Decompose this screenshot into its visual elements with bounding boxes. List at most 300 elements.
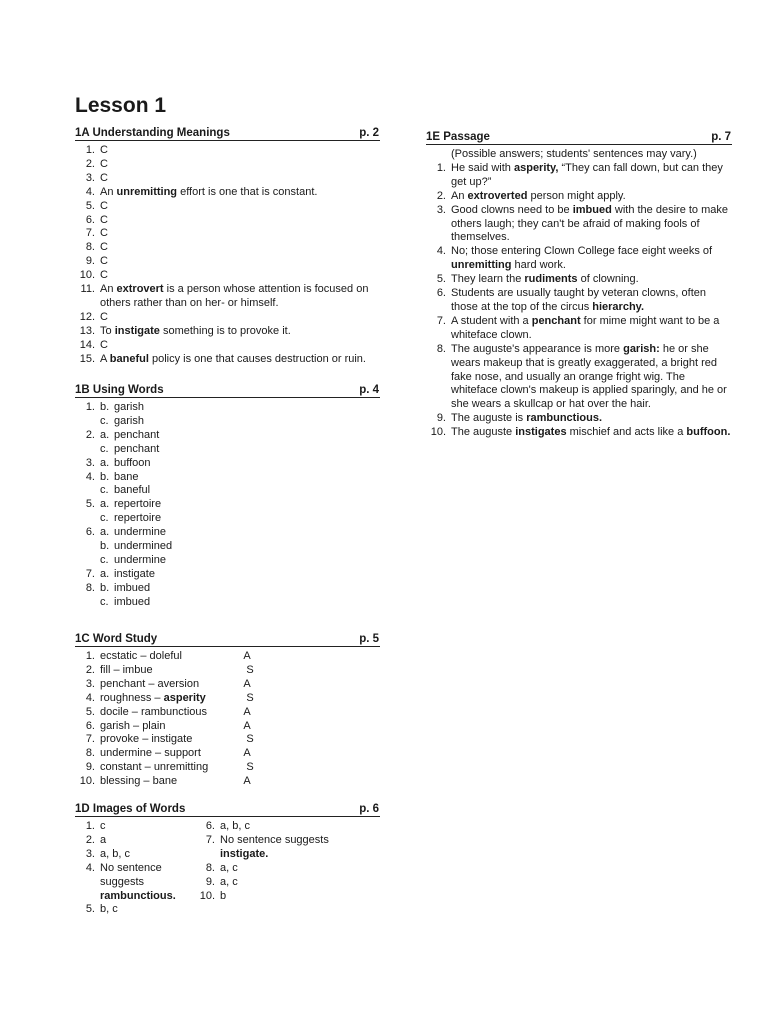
answer-word: instigates [515, 426, 567, 439]
item-number: 13. [79, 324, 95, 337]
list-item [75, 158, 380, 172]
item-number [195, 848, 220, 862]
section-1a-title: 1A Understanding Meanings [75, 127, 230, 139]
item-number: 6. [85, 526, 95, 539]
word-pair [100, 775, 236, 789]
item-number [75, 415, 100, 429]
answer-text: C [100, 171, 108, 184]
answer-text: b [220, 889, 227, 902]
item-number: 5. [85, 199, 95, 212]
answer-text: is a person whose attention is focused on others rather than on her- or himself. [100, 283, 369, 309]
answer-word: asperity [163, 691, 206, 704]
section-1c-list [75, 650, 380, 789]
answer-word: buffoon. [686, 426, 731, 439]
answer-text: A student with a [451, 314, 532, 327]
list-item [75, 820, 195, 834]
item-number: 7. [85, 227, 95, 240]
section-1e [426, 131, 732, 440]
item-answer [100, 457, 380, 471]
item-number [75, 443, 100, 457]
list-item [195, 820, 375, 834]
answer-word: rambunctious. [100, 889, 176, 902]
item-number: 4. [85, 691, 95, 704]
item-number: 14. [79, 338, 95, 351]
answer-word: rambunctious. [526, 412, 603, 425]
item-number: 15. [79, 352, 95, 365]
item-answer [100, 512, 380, 526]
answer-text: ecstatic – doleful [100, 650, 182, 662]
item-word: garish [114, 401, 144, 413]
item-word: imbued [114, 581, 151, 594]
answer-text: Students are usually taught by veteran clowns, often those at the top of the circus [451, 287, 706, 313]
section-1b-title: 1B Using Words [75, 384, 164, 396]
answer-word: unremitting [116, 185, 178, 198]
item-answer [100, 820, 195, 834]
section-1d-page: p. 6 [359, 803, 379, 815]
list-item [75, 582, 380, 596]
answer-text: The auguste [451, 426, 516, 439]
list-item [75, 775, 380, 789]
answer-text: garish – plain [100, 719, 166, 732]
answer-text: of clowning. [577, 273, 639, 286]
word-pair [100, 692, 236, 706]
item-number: 3. [85, 171, 95, 184]
answer-text: mischief and acts like a [566, 426, 687, 439]
section-1a-list [75, 144, 380, 367]
list-item [195, 876, 375, 890]
list-item [75, 692, 380, 706]
list-item [75, 269, 380, 283]
item-number: 9. [85, 255, 95, 268]
lesson-title: Lesson 1 [75, 94, 167, 117]
list-item [195, 848, 375, 862]
item-answer [100, 255, 380, 269]
list-item [75, 339, 380, 353]
list-item [75, 283, 380, 311]
item-letter: a. [100, 428, 110, 441]
list-item [75, 834, 195, 848]
section-1c [75, 633, 380, 789]
answer-text: “They can fall down, but can they get up?” [451, 161, 723, 188]
list-item [75, 227, 380, 241]
item-answer [220, 862, 375, 876]
list-item [75, 429, 380, 443]
item-answer [100, 876, 195, 890]
item-number: 5. [436, 273, 446, 286]
item-number: 8. [85, 241, 95, 254]
item-answer [100, 582, 380, 596]
item-answer [451, 204, 732, 246]
word-pair [100, 664, 236, 678]
list-item [75, 172, 380, 186]
item-number: 10. [79, 269, 95, 282]
word-pair [100, 650, 236, 664]
answer-text: docile – rambunctious [100, 705, 208, 718]
answer-text: provoke – instigate [100, 733, 193, 746]
list-item [75, 903, 195, 917]
item-number [75, 876, 100, 890]
item-answer [100, 214, 380, 228]
item-number: 5. [85, 498, 95, 511]
list-item [75, 325, 380, 339]
item-letter: b. [100, 540, 110, 553]
list-item [75, 512, 380, 526]
word-pair [100, 720, 236, 734]
item-number: 1. [436, 161, 446, 174]
section-1e-header [426, 131, 732, 145]
answer-text: C [100, 144, 108, 156]
item-answer [100, 415, 380, 429]
list-item [75, 876, 195, 890]
list-item [426, 245, 732, 273]
item-number: 6. [205, 820, 215, 832]
item-number: 7. [205, 833, 215, 846]
answer-word: extrovert [116, 283, 164, 296]
relation-code: A [243, 677, 251, 690]
answer-text: He said with [451, 161, 514, 174]
answer-word: instigate [114, 324, 160, 337]
list-item [75, 200, 380, 214]
answer-text: policy is one that causes destruction or ruin. [148, 352, 366, 365]
list-item [75, 255, 380, 269]
item-answer [451, 245, 732, 273]
list-item [75, 311, 380, 325]
item-number: 1. [85, 820, 95, 832]
list-item [75, 554, 380, 568]
item-answer [451, 190, 732, 204]
list-item [426, 426, 732, 440]
list-item [75, 890, 195, 904]
item-answer [100, 144, 380, 158]
section-1d-column-right [195, 820, 375, 917]
answer-text: person might apply. [527, 189, 626, 202]
item-answer [100, 903, 195, 917]
answer-word: extroverted [467, 189, 528, 202]
item-number [75, 596, 100, 610]
relation-code: A [243, 775, 251, 788]
answer-text: b, c [100, 903, 118, 916]
relation-code: A [243, 719, 251, 732]
item-word: penchant [114, 428, 160, 441]
section-1b-page: p. 4 [359, 384, 379, 396]
item-number [75, 890, 100, 904]
item-answer [451, 426, 732, 440]
answer-text: hard work. [511, 259, 566, 272]
item-letter: b. [100, 581, 110, 594]
list-item [75, 568, 380, 582]
answer-word: rudiments [524, 273, 578, 286]
answer-text: a, c [220, 861, 238, 874]
item-number: 4. [85, 861, 95, 874]
item-number: 4. [436, 245, 446, 258]
answer-text: a [100, 833, 107, 846]
list-item [426, 273, 732, 287]
item-number: 3. [85, 456, 95, 469]
answer-text: An [451, 189, 468, 202]
item-number: 7. [436, 314, 446, 327]
item-letter: c. [100, 414, 109, 427]
list-item [75, 862, 195, 876]
list-item [75, 443, 380, 457]
item-number: 7. [85, 567, 95, 580]
item-answer [100, 484, 380, 498]
item-number: 8. [205, 861, 215, 874]
answer-text: Good clowns need to be [451, 203, 573, 216]
section-1e-list [426, 162, 732, 440]
item-letter: c. [100, 553, 109, 566]
item-number: 8. [436, 342, 446, 355]
answer-word: instigate. [220, 847, 269, 860]
item-answer [451, 315, 732, 343]
item-word: undermine [114, 553, 166, 566]
item-answer [100, 200, 380, 214]
list-item [75, 498, 380, 512]
item-answer [100, 339, 380, 353]
item-answer [100, 471, 380, 485]
relation-code: A [243, 747, 251, 760]
list-item [75, 596, 380, 610]
item-answer [220, 820, 375, 834]
list-item [75, 664, 380, 678]
list-item [426, 190, 732, 204]
list-item [75, 471, 380, 485]
item-letter: a. [100, 526, 110, 539]
answer-word: imbued [572, 203, 612, 216]
item-number: 8. [85, 747, 95, 760]
answer-text: blessing – bane [100, 775, 178, 788]
list-item [75, 706, 380, 720]
list-item [75, 241, 380, 255]
answer-text: effort is one that is constant. [177, 185, 318, 198]
item-answer [100, 526, 380, 540]
answer-word: baneful [109, 352, 149, 365]
answer-word: asperity, [513, 161, 559, 174]
section-1e-page: p. 7 [711, 131, 731, 143]
answer-text: The auguste is [451, 412, 527, 425]
relation-code: A [243, 705, 251, 718]
answer-text: C [100, 227, 108, 240]
list-item [75, 761, 380, 775]
list-item [75, 720, 380, 734]
item-answer [100, 172, 380, 186]
item-word: instigate [114, 567, 155, 580]
list-item [75, 733, 380, 747]
item-word: baneful [114, 484, 151, 497]
answer-text: fill – imbue [100, 663, 153, 676]
item-number: 1. [85, 650, 95, 662]
answer-text: C [100, 157, 108, 170]
section-1b-list [75, 401, 380, 610]
section-1b [75, 384, 380, 610]
answer-text: c [100, 820, 106, 832]
list-item [75, 484, 380, 498]
list-item [426, 412, 732, 426]
item-number: 2. [85, 663, 95, 676]
item-word: undermined [114, 540, 173, 553]
answer-text: roughness – [100, 691, 164, 704]
answer-word: penchant [531, 314, 581, 327]
section-1d-column-left [75, 820, 195, 917]
answer-text: C [100, 255, 108, 268]
item-word: imbued [114, 595, 151, 608]
item-number: 10. [199, 889, 215, 902]
word-pair [100, 733, 236, 747]
list-item [75, 353, 380, 367]
list-item [75, 848, 195, 862]
item-word: garish [114, 414, 144, 427]
item-letter: a. [100, 456, 110, 469]
item-answer [220, 834, 375, 848]
word-pair [100, 747, 236, 761]
list-item [75, 186, 380, 200]
answer-text: undermine – support [100, 747, 201, 760]
item-letter: c. [100, 442, 109, 455]
relation-code: S [246, 663, 254, 676]
answer-text: C [100, 310, 108, 323]
answer-text: C [100, 338, 108, 351]
word-pair [100, 678, 236, 692]
answer-text: something is to provoke it. [159, 324, 291, 337]
section-1a-page: p. 2 [359, 127, 379, 139]
item-number: 1. [85, 401, 95, 413]
item-answer [100, 158, 380, 172]
answer-text: with the desire to make others laugh; they can't be afraid of making fools of themselves. [451, 203, 728, 244]
word-pair [100, 761, 236, 775]
section-1a [75, 127, 380, 367]
item-letter: c. [100, 595, 109, 608]
item-answer [100, 498, 380, 512]
item-number [75, 540, 100, 554]
answer-word: unremitting [451, 259, 512, 272]
item-answer [100, 353, 380, 367]
item-answer [220, 848, 375, 862]
item-number: 9. [205, 875, 215, 888]
item-answer [100, 401, 380, 415]
item-number [75, 554, 100, 568]
answer-text: for mime might want to be a whiteface clown. [451, 314, 720, 341]
list-item [195, 862, 375, 876]
item-number: 3. [85, 677, 95, 690]
item-number: 6. [436, 287, 446, 300]
item-answer [100, 834, 195, 848]
answer-text: C [100, 213, 108, 226]
item-answer [451, 273, 732, 287]
list-item [75, 747, 380, 761]
list-item [75, 214, 380, 228]
section-1d-header [75, 803, 380, 817]
item-number: 10. [79, 775, 95, 788]
item-letter: b. [100, 470, 110, 483]
item-answer [100, 325, 380, 339]
item-word: undermine [114, 526, 166, 539]
list-item [75, 540, 380, 554]
item-number: 5. [85, 903, 95, 916]
answer-text: C [100, 199, 108, 212]
section-1c-title: 1C Word Study [75, 633, 158, 645]
item-answer [100, 186, 380, 200]
item-word: bane [114, 470, 139, 483]
answer-text: C [100, 241, 108, 254]
list-item [426, 315, 732, 343]
answer-text: constant – unremitting [100, 761, 209, 774]
answer-text: C [100, 269, 108, 282]
answer-text: The auguste's appearance is more [451, 342, 624, 355]
answer-text: No sentence suggests [220, 833, 329, 846]
section-1c-page: p. 5 [359, 633, 379, 645]
item-number: 4. [85, 470, 95, 483]
answer-text: penchant – aversion [100, 677, 200, 690]
item-number [75, 484, 100, 498]
item-number: 2. [85, 428, 95, 441]
item-answer [220, 876, 375, 890]
list-item [195, 890, 375, 904]
section-1e-note-row [426, 148, 732, 162]
item-number: 2. [436, 189, 446, 202]
item-number: 9. [85, 761, 95, 774]
item-word: buffoon [114, 456, 151, 469]
item-number: 6. [85, 719, 95, 732]
list-item [75, 144, 380, 158]
item-letter: c. [100, 512, 109, 525]
list-item [75, 678, 380, 692]
item-answer [451, 287, 732, 315]
list-item [75, 526, 380, 540]
section-1e-note: (Possible answers; students' sentences may vary.) [451, 148, 697, 160]
section-1d [75, 803, 380, 917]
item-number [75, 512, 100, 526]
word-pair [100, 706, 236, 720]
list-item [195, 834, 375, 848]
answer-word: hierarchy. [592, 300, 645, 313]
section-1d-title: 1D Images of Words [75, 803, 186, 815]
item-number: 8. [85, 581, 95, 594]
item-answer [100, 890, 195, 904]
item-answer [220, 890, 375, 904]
answer-text: An [100, 283, 117, 296]
answer-text: suggests [100, 875, 145, 888]
item-number: 4. [85, 185, 95, 198]
list-item [75, 415, 380, 429]
item-answer [100, 311, 380, 325]
list-item [75, 650, 380, 664]
section-1a-header [75, 127, 380, 141]
item-answer [100, 848, 195, 862]
relation-code: S [246, 691, 254, 704]
item-number: 2. [85, 157, 95, 170]
item-answer [100, 269, 380, 283]
list-item [426, 287, 732, 315]
answer-text: he or she wears makeup that is greatly exaggerated, a bright red fake nose, and usually an orange fright wig. The whiteface clown's makeup is applied sparingly, and he or she wears a skullcap or hat over the hair. [451, 342, 727, 411]
item-word: repertoire [114, 512, 162, 525]
item-answer [100, 429, 380, 443]
item-number: 1. [85, 144, 95, 156]
item-answer [451, 412, 732, 426]
item-word: repertoire [114, 498, 162, 511]
item-number: 12. [79, 310, 95, 323]
item-number: 3. [436, 203, 446, 216]
answer-text: To [100, 324, 115, 337]
item-answer [100, 568, 380, 582]
item-letter: a. [100, 498, 110, 511]
item-answer [100, 443, 380, 457]
relation-code: S [246, 761, 254, 774]
item-number: 6. [85, 213, 95, 226]
answer-text: An [100, 185, 117, 198]
section-1b-header [75, 384, 380, 398]
relation-code: A [243, 650, 251, 662]
list-item [426, 343, 732, 413]
relation-code: S [246, 733, 254, 746]
